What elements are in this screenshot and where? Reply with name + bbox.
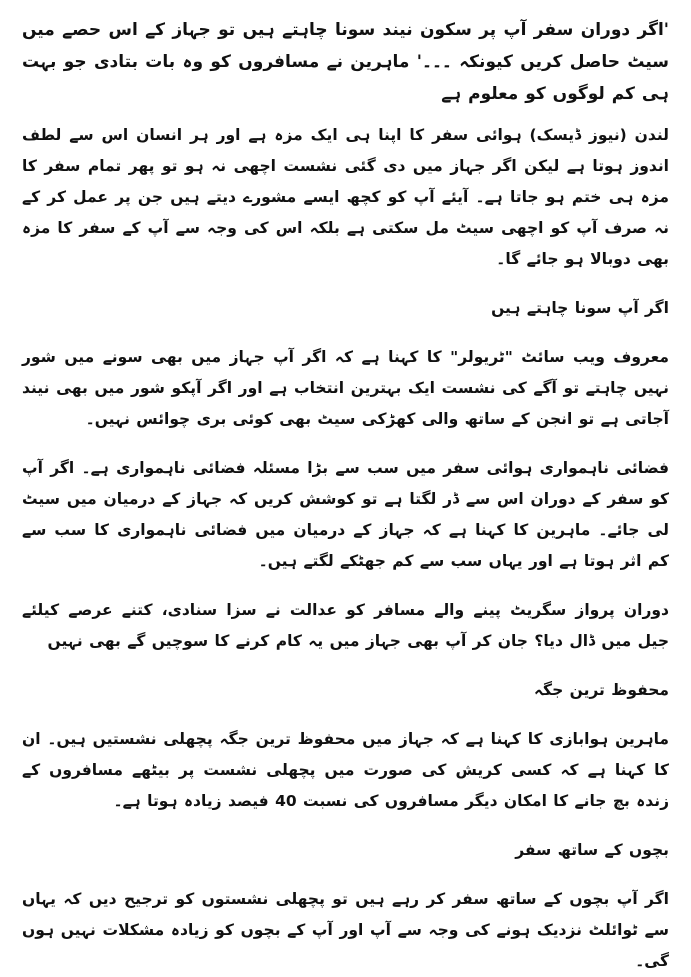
subheading-travel-with-children: بچوں کے ساتھ سفر — [515, 841, 669, 859]
paragraph-london-news-desk: لندن (نیوز ڈیسک) ہوائی سفر کا اپنا ہی ایک مزہ ہے اور ہر انسان اس سے لطف اندوز ہوتا ہے لیکن اگر جہاز میں دی گئی نشست اچھی نہ ہو تو پھر تمام سفر کا مزہ ہی ختم ہو جاتا ہے۔ آیئے آپ کو کچھ ایسے مشورے دیتے ہیں جن پر عمل کر کے نہ صرف آپ کو اچھی سیٹ مل سکتی ہے بلکہ اس کی وجہ سے آپ کے سفر کا مزہ بھی دوبالا ہو جائے گا۔ — [22, 126, 669, 268]
subheading-if-you-want-to-sleep: اگر آپ سونا چاہتے ہیں — [491, 299, 669, 317]
related-news-link[interactable]: دوران پرواز سگریٹ پینے والے مسافر کو عدالت نے سزا سنادی، کتنے عرصے کیلئے جیل میں ڈال دیا؟ جان کر آپ بھی جہاز میں یہ کام کرنے کا سوچیں گے بھی نہیں — [22, 601, 669, 650]
paragraph-turbulence: فضائی ناہمواری ہوائی سفر میں سب سے بڑا مسئلہ فضائی ناہمواری ہے۔ اگر آپ کو سفر کے دوران اس سے ڈر لگتا ہے تو کوشش کریں کہ جہاز کے درمیان میں سیٹ لی جائے۔ ماہرین کا کہنا ہے کہ جہاز کے درمیان میں فضائی ناہمواری کا سب سے کم اثر ہوتا ہے اور یہاں سب سے کم جھٹکے لگتے ہیں۔ — [22, 459, 669, 570]
subheading-safest-place: محفوظ ترین جگہ — [533, 681, 669, 699]
article-intro: 'اگر دوران سفر آپ پر سکون نیند سونا چاہتے ہیں تو جہاز کے اس حصے میں سیٹ حاصل کریں کیونکہ ۔۔۔' ماہرین نے مسافروں کو وہ بات بتادی جو بہت ہی کم لوگوں کو معلوم ہے — [22, 20, 669, 104]
paragraph-travel-with-children: اگر آپ بچوں کے ساتھ سفر کر رہے ہیں تو پچھلی نشستوں کو ترجیح دیں کہ یہاں سے ٹوائلٹ نزدیک ہونے کی وجہ سے آپ اور آپ کے بچوں کو زیادہ مشکلات نہیں ہوں گی۔ — [22, 890, 669, 970]
paragraph-traveller-website: معروف ویب سائٹ "ٹریولر" کا کہنا ہے کہ اگر آپ جہاز میں بھی سونے میں شور نہیں چاہتے تو آگے کی نشست ایک بہترین انتخاب ہے اور اگر آپکو شور میں بھی نیند آجاتی ہے تو انجن کے ساتھ والی کھڑکی سیٹ بھی کوئی بری چوائس نہیں۔ — [22, 348, 669, 428]
paragraph-safest-seats: ماہرین ہوابازی کا کہنا ہے کہ جہاز میں محفوظ ترین جگہ پچھلی نشستیں ہیں۔ ان کا کہنا ہے کہ کسی کریش کی صورت میں پچھلی نشست پر بیٹھے مسافروں کے زندہ بچ جانے کا امکان دیگر مسافروں کی نسبت 40 فیصد زیادہ ہوتا ہے۔ — [22, 730, 669, 810]
